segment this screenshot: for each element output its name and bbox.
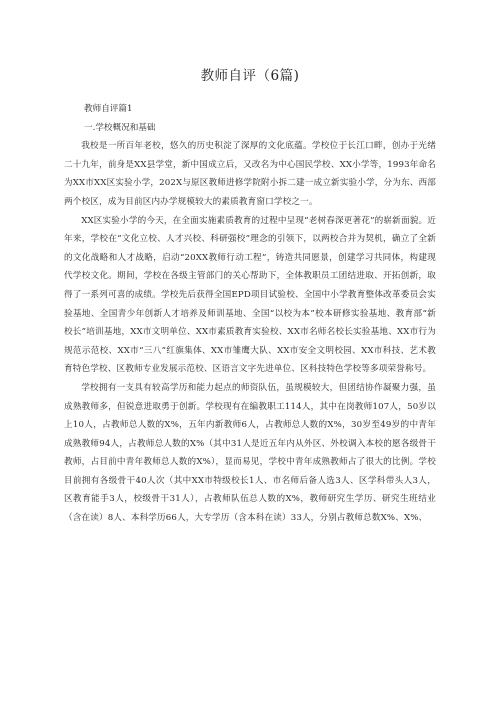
- paragraph: 学校拥有一支具有较高学历和能力起点的师资队伍，虽规模较大，但团结协作凝聚力强，虽成熟教师多，但锐意进取勇于创新。学校现有在编教职工114人，其中在岗教师107人，50岁以上10人，占教师总人数的X%，五年内新教师6人，占教师总人数的X%，30岁至49岁的中青年成熟教师94人，占教师总人数的X%（其中31人是近五年内从外区、外校调入本校的愿各级骨干教师，占目前中青年教师总人数的X%），显而易见，学校中青年成熟教师占了很大的比例。学校目前拥有各级骨干40人次（其中XX市特级校长1人、市名师后备人选3人、区学科带头人3人，区教育能手3人，校级骨干31人），占教师队伍总人数的X%，教师研究生学历、研究生班结业（含在读）8人、本科学历66人，大专学历（含本科在读）33人，分别占教师总数X%、X%、: [64, 382, 436, 524]
- document-subtitle: 教师自评篇1: [84, 104, 133, 114]
- paragraph: 我校是一所百年老校，悠久的历史积淀了深厚的文化底蕴。学校位于长江口畔，创办于光绪二十九年，前身是XX县学堂，新中国成立后，又改名为中心国民学校、XX小学等，1993年命名为XX市XX区实验小学，202X与原区教师进修学院附小拆二建一成立新实验小学，分为东、西部两个校区，成为目前区内办学规模较大的素质教育窗口学校之一。: [64, 141, 436, 207]
- document-title: 教师自评（6篇): [200, 68, 300, 84]
- section-heading: 一.学校概况和基础: [84, 122, 156, 133]
- paragraph: XX区实验小学的今天，在全面实施素质教育的过程中呈现“老树春深更著花”的崭新面貌。近年来，学校在“文化立校、人才兴校、科研强校”理念的引领下，以两校合并为契机，确立了全新的文化战略和人才战略，启动“20XX教师行动工程”，铸造共同愿景，创建学习共同体，构建现代学校文化。期间，学校在各级主管部门的关心帮助下，全体教职员工团结进取、开拓创新，取得了一系列可喜的成绩。学校先后获得全国EPD项目试验校、全国中小学教育整体改革委员会实验基地、全国青少年创新人才培养及师训基地、全国“以校为本”校本研修实验基地、教育部“新校长”培训基地，XX市文明单位、XX市素质教育实验校、XX市名师名校长实验基地、XX市行为规范示范校、XX市“三八”红旗集体、XX市雏鹰大队、XX市安全文明校园、XX市科技、艺术教育特色学校、区教师专业发展示范校、区语言文字先进单位、区科技特色学校等多项荣誉称号。: [64, 215, 436, 375]
- document-body: [64, 100, 436, 528]
